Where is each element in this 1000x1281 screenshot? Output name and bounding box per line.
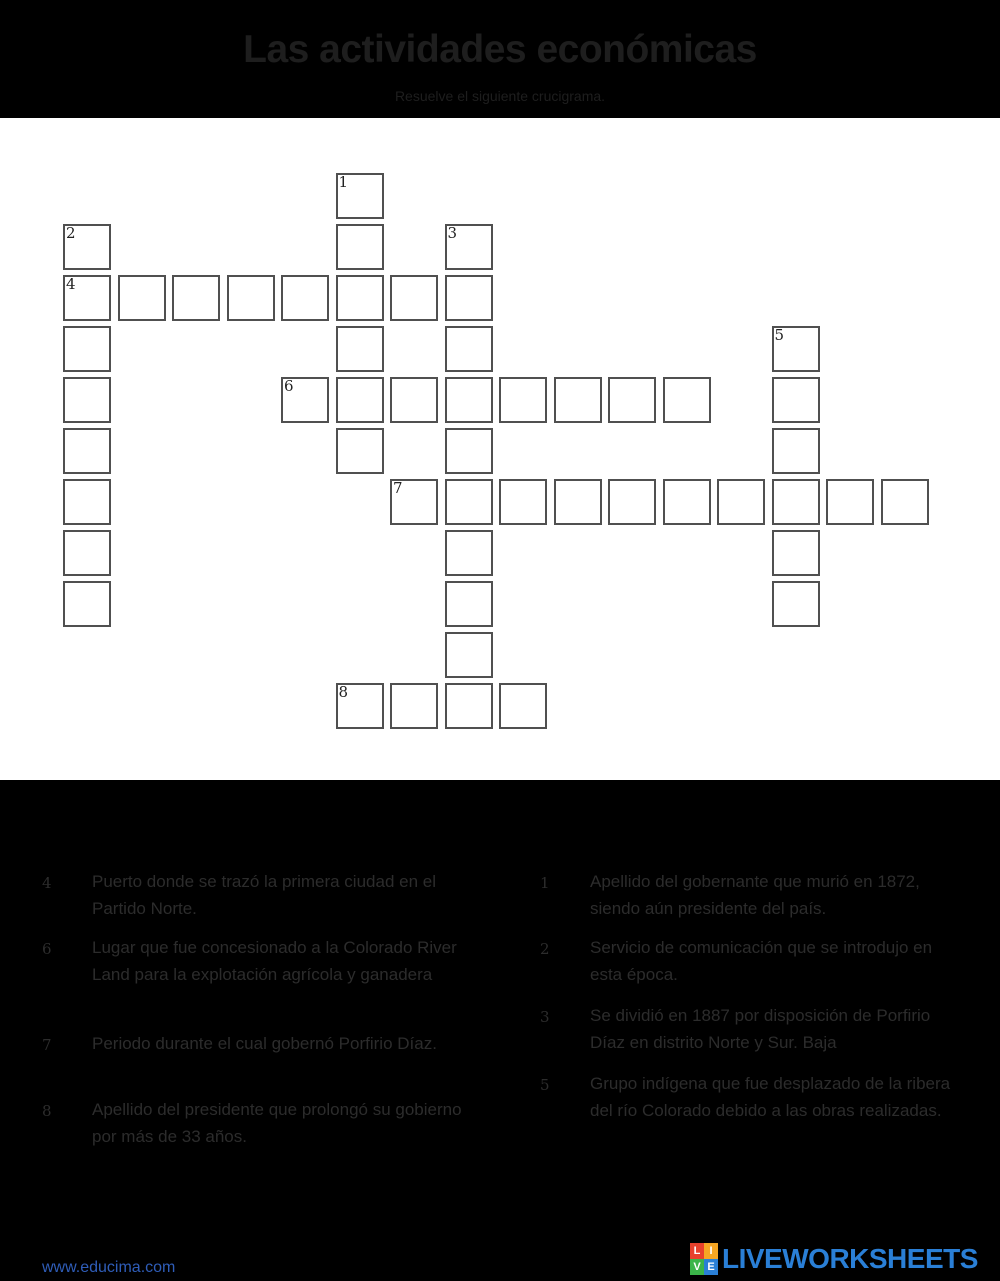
footer-url[interactable]: www.educima.com — [42, 1259, 176, 1276]
crossword-cell[interactable] — [499, 479, 547, 525]
cell-number: 1 — [338, 173, 349, 191]
crossword-cell[interactable] — [281, 377, 329, 423]
crossword-cell[interactable] — [336, 275, 384, 321]
cell-number: 4 — [66, 275, 76, 293]
crossword-cell[interactable] — [63, 224, 111, 270]
clue-number: 1 — [540, 874, 550, 892]
header-banner — [0, 0, 1000, 118]
crossword-cell[interactable] — [445, 683, 493, 729]
crossword-grid — [0, 118, 1000, 780]
clue-text: Apellido del presidente que prolongó su gobierno por más de 33 años. — [92, 1100, 462, 1146]
crossword-cell[interactable] — [63, 275, 111, 321]
crossword-cell[interactable] — [772, 326, 820, 372]
clue-number: 8 — [42, 1102, 52, 1120]
crossword-cell[interactable] — [390, 275, 438, 321]
crossword-cell[interactable] — [390, 683, 438, 729]
clues-panel — [0, 780, 1000, 1281]
crossword-cell[interactable] — [63, 326, 111, 372]
crossword-cell[interactable] — [281, 275, 329, 321]
crossword-cell[interactable] — [390, 479, 438, 525]
cell-number: 2 — [66, 224, 76, 242]
crossword-cell[interactable] — [63, 377, 111, 423]
crossword-cell[interactable] — [63, 581, 111, 627]
live-badge-icon — [690, 1243, 718, 1275]
crossword-cell[interactable] — [445, 530, 493, 576]
cell-number: 8 — [338, 683, 349, 701]
clue-text: Servicio de comunicación que se introdujo en esta época. — [590, 938, 933, 984]
cell-number: 5 — [774, 326, 785, 344]
crossword-cell[interactable] — [499, 683, 547, 729]
badge-letter: E — [704, 1259, 718, 1275]
crossword-cell[interactable] — [554, 479, 602, 525]
crossword-cell[interactable] — [499, 377, 547, 423]
crossword-cell[interactable] — [336, 377, 384, 423]
crossword-cell[interactable] — [772, 581, 820, 627]
crossword-cell[interactable] — [881, 479, 929, 525]
badge-letter: V — [690, 1259, 704, 1275]
crossword-cell[interactable] — [772, 479, 820, 525]
crossword-cell[interactable] — [772, 530, 820, 576]
crossword-cell[interactable] — [663, 377, 711, 423]
crossword-cell[interactable] — [445, 377, 493, 423]
crossword-cell[interactable] — [608, 377, 656, 423]
page-title: Las actividades económicas — [243, 28, 757, 71]
crossword-cell[interactable] — [445, 326, 493, 372]
clue-number: 3 — [540, 1008, 550, 1026]
clue-text: Apellido del gobernante que murió en 1872, siendo aún presidente del país. — [590, 872, 920, 918]
crossword-cell[interactable] — [390, 377, 438, 423]
crossword-cell[interactable] — [663, 479, 711, 525]
crossword-cell[interactable] — [554, 377, 602, 423]
page-subtitle: Resuelve el siguiente crucigrama. — [394, 88, 606, 104]
crossword-cell[interactable] — [63, 479, 111, 525]
crossword-cell[interactable] — [717, 479, 765, 525]
clue-number: 4 — [42, 874, 52, 892]
badge-letter: I — [704, 1243, 718, 1259]
crossword-cell[interactable] — [227, 275, 275, 321]
clue-text: Periodo durante el cual gobernó Porfirio Díaz. — [92, 1034, 437, 1053]
crossword-cell[interactable] — [445, 428, 493, 474]
clue-number: 7 — [42, 1036, 52, 1054]
clue-number: 5 — [540, 1076, 550, 1094]
crossword-cell[interactable] — [172, 275, 220, 321]
crossword-cell[interactable] — [772, 428, 820, 474]
crossword-cell[interactable] — [336, 326, 384, 372]
clue-text: Lugar que fue concesionado a la Colorado River Land para la explotación agrícola y ganadera — [92, 938, 457, 984]
crossword-cell[interactable] — [336, 428, 384, 474]
cell-number: 3 — [447, 224, 458, 242]
crossword-cell[interactable] — [608, 479, 656, 525]
crossword-cell[interactable] — [772, 377, 820, 423]
crossword-cell[interactable] — [445, 581, 493, 627]
crossword-cell[interactable] — [445, 632, 493, 678]
crossword-cell[interactable] — [445, 479, 493, 525]
clue-text: Se dividió en 1887 por disposición de Porfirio Díaz en distrito Norte y Sur. Baja — [590, 1006, 931, 1052]
crossword-cell[interactable] — [336, 173, 384, 219]
crossword-cell[interactable] — [118, 275, 166, 321]
crossword-cell[interactable] — [445, 224, 493, 270]
badge-letter: L — [690, 1243, 704, 1259]
liveworksheets-logo — [690, 1242, 978, 1276]
cell-number: 6 — [284, 377, 294, 395]
crossword-cell[interactable] — [336, 224, 384, 270]
crossword-cell[interactable] — [63, 428, 111, 474]
clue-number: 6 — [42, 940, 52, 958]
clue-text: Puerto donde se trazó la primera ciudad en el Partido Norte. — [92, 872, 436, 918]
clue-text: Grupo indígena que fue desplazado de la ribera del río Colorado debido a las obras realizadas. — [590, 1074, 951, 1120]
crossword-cell[interactable] — [445, 275, 493, 321]
clue-number: 2 — [540, 940, 550, 958]
cell-number: 7 — [393, 479, 403, 497]
crossword-cell[interactable] — [336, 683, 384, 729]
crossword-cell[interactable] — [826, 479, 874, 525]
logo-text: LIVEWORKSHEETS — [722, 1243, 978, 1274]
crossword-cell[interactable] — [63, 530, 111, 576]
